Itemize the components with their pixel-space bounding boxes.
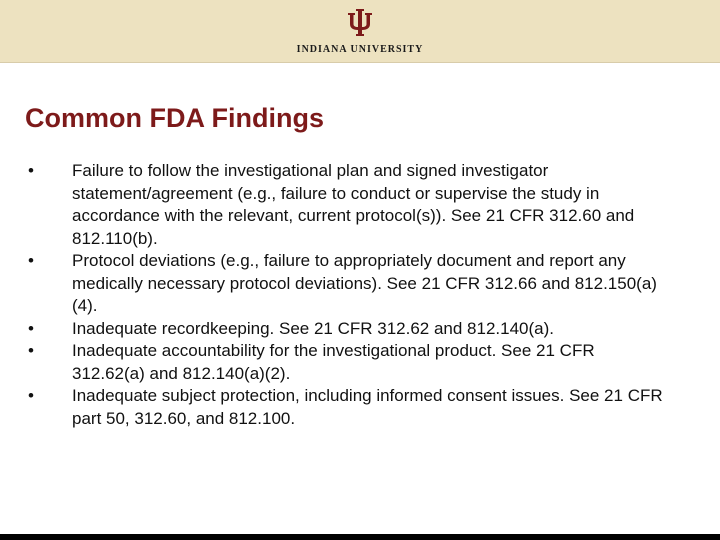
bullet-mark: •: [28, 161, 34, 180]
findings-list: [28, 160, 668, 430]
bullet-mark: •: [28, 251, 34, 270]
university-name: INDIANA UNIVERSITY: [296, 44, 424, 55]
list-item: [28, 250, 668, 318]
list-item-text: Inadequate accountability for the investigational product. See 21 CFR 312.62(a) and 812.140(a)(2).: [72, 341, 595, 383]
list-item: [28, 160, 668, 250]
list-item-text: Failure to follow the investigational plan and signed investigator statement/agreement (e.g., failure to conduct or supervise the study in accordance with the relevant, current protocol(s)). See 21 CFR 312.60 and 812.110(b).: [72, 161, 635, 248]
list-item: [28, 385, 668, 430]
list-item-text: Inadequate recordkeeping. See 21 CFR 312.62 and 812.140(a).: [72, 318, 555, 338]
slide-title: Common FDA Findings: [25, 103, 324, 133]
list-item: [28, 318, 668, 341]
iu-trident-icon: [344, 9, 376, 37]
list-item-text: Protocol deviations (e.g., failure to appropriately document and report any medically necessary protocol deviations). See 21 CFR 312.66 and 812.150(a)(4).: [72, 251, 657, 315]
footer-band: [0, 534, 720, 540]
list-item: [28, 340, 668, 385]
list-item-text: Inadequate subject protection, including informed consent issues. See 21 CFR part 50, 312.60, and 812.100.: [72, 386, 663, 428]
bullet-mark: •: [28, 318, 34, 338]
header-band: [0, 0, 720, 63]
bullet-mark: •: [28, 386, 34, 405]
bullet-mark: •: [28, 341, 34, 360]
